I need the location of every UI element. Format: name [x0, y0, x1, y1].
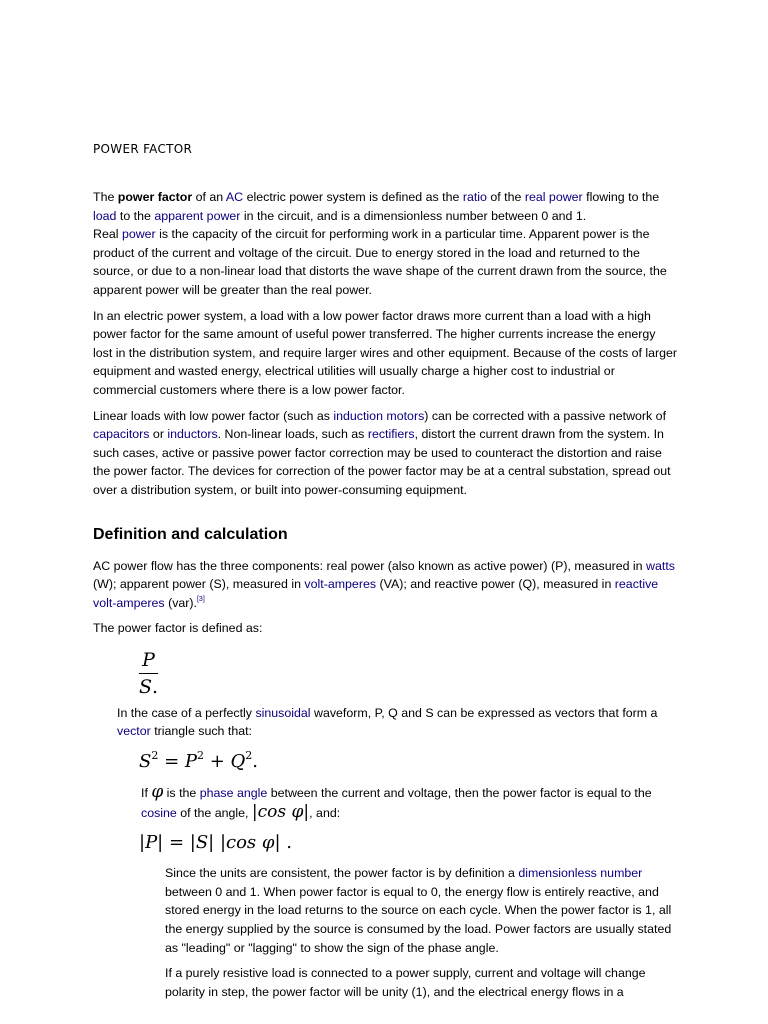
intro-paragraph-2: In an electric power system, a load with a low power factor draws more current than a load with a high power factor for the same amount of useful power transferred. The higher currents increase the energy lost in the distribution system, and require larger wires and other equipment. Because of the costs of larger equipment and wasted energy, electrical utilities will usually charge a higher cost to industrial or commercial customers where there is a low power factor. — [93, 308, 678, 397]
link-capacitors[interactable]: capacitors — [93, 427, 150, 442]
denominator-symbol: S — [139, 675, 153, 698]
text: in the circuit, and is a dimensionless number between 0 and 1. — [240, 208, 587, 223]
link-inductors[interactable]: inductors — [167, 427, 218, 442]
document-page — [93, 140, 678, 1008]
fraction-denominator — [139, 674, 158, 698]
link-phase-angle[interactable]: phase angle — [199, 786, 268, 801]
text: of the angle, — [176, 805, 252, 820]
link-vector[interactable]: vector — [117, 724, 151, 739]
eq-period: . — [252, 751, 259, 773]
link-power[interactable]: power — [121, 227, 156, 242]
section-paragraph-5 — [165, 864, 678, 957]
link-dimensionless-number[interactable]: dimensionless number — [518, 866, 643, 881]
link-ratio[interactable]: ratio — [462, 190, 487, 204]
bold-term: power factor — [117, 190, 193, 204]
text: triangle such that: — [150, 724, 252, 739]
power-factor-fraction — [139, 649, 158, 698]
link-load[interactable]: load — [93, 208, 117, 223]
eq-symbol-q: Q — [230, 751, 246, 773]
reference-link[interactable]: [3] — [196, 595, 205, 603]
link-volt-amperes[interactable]: volt-amperes — [304, 577, 377, 592]
text: AC power flow has the three components: real power (also known as active power) (P), measured in — [93, 558, 647, 573]
text: (W); apparent power (S), measured in — [93, 577, 305, 592]
section-paragraph-1 — [93, 557, 678, 613]
text: flowing to the — [582, 190, 660, 204]
link-real-power[interactable]: real power — [524, 190, 583, 204]
link-apparent-power[interactable]: apparent power — [154, 208, 241, 223]
eq-equals: = — [158, 751, 185, 773]
page-title: POWER FACTOR — [93, 142, 193, 156]
text: The — [93, 190, 118, 204]
text: of an — [192, 190, 226, 204]
text: Real — [93, 227, 122, 242]
section-paragraph-2: The power factor is defined as: — [93, 621, 263, 636]
text: is the capacity of the circuit for performing work in a particular time. Apparent power is the product of the current and voltage of the circuit. Due to energy stored in the load and returned to the source, or due to a non-linear load that distorts the wave shape of the current drawn from the source, the apparent power will be greater than the real power. — [93, 227, 667, 297]
text: or — [149, 427, 168, 442]
text: Since the units are consistent, the power factor is by definition a — [165, 866, 519, 881]
link-reactive-volt-amperes[interactable]: reactive volt-amperes — [93, 577, 659, 610]
text: Linear loads with low power factor (such as — [93, 408, 334, 423]
eq-symbol-s: S — [139, 751, 152, 773]
text: between the current and voltage, then the power factor is equal to the — [267, 786, 652, 801]
real-power-equation: |P| = |S| |cos φ| . — [139, 832, 292, 854]
eq-exponent: 2 — [151, 749, 159, 763]
intro-paragraph-3 — [93, 407, 678, 500]
intro-paragraph-1 — [93, 188, 678, 300]
link-induction-motors[interactable]: induction motors — [333, 408, 425, 423]
link-cosine[interactable]: cosine — [141, 805, 177, 820]
cos-phi-expression: |cos φ| — [251, 801, 310, 822]
link-ac[interactable]: AC — [225, 190, 244, 204]
link-sinusoidal[interactable]: sinusoidal — [255, 705, 311, 720]
text: , and: — [309, 805, 341, 820]
eq-exponent: 2 — [197, 749, 204, 763]
text: is the — [163, 786, 200, 801]
text: (var). — [164, 595, 197, 610]
text: between 0 and 1. When power factor is equal to 0, the energy flow is entirely reactive, and stored energy in the load returns to the source on each cycle. When the power factor is 1, all the energy supplied by the source is consumed by the load. Power factors are usually stated as "leading" or "lagging" to show the sign of the phase angle. — [165, 884, 672, 955]
section-paragraph-4 — [141, 783, 678, 822]
eq-symbol-p: P — [184, 751, 197, 773]
vector-triangle-equation — [139, 751, 678, 773]
section-heading: Definition and calculation — [93, 525, 288, 543]
eq-exponent: 2 — [245, 749, 253, 763]
section-paragraph-3 — [117, 704, 678, 741]
eq-plus: + — [204, 751, 231, 773]
text: of the — [486, 190, 525, 204]
text: . Non-linear loads, such as — [217, 427, 368, 442]
text: electric power system is defined as the — [243, 190, 463, 204]
fraction-numerator: P — [139, 649, 158, 674]
phi-symbol: φ — [151, 782, 164, 803]
section-paragraph-6: If a purely resistive load is connected to a power supply, current and voltage will change polarity in step, the power factor will be unity (1), and the electrical energy flows in a — [165, 966, 646, 999]
text: , distort the current drawn from the system. In such cases, active or passive power factor correction may be used to counteract the distortion and raise the power factor. The devices for correction of the power factor may be at a central substation, spread out over a distribution system, or built into power-consuming equipment. — [93, 427, 671, 497]
text: to the — [116, 208, 155, 223]
text: (VA); and reactive power (Q), measured in — [376, 577, 615, 592]
text: If — [141, 786, 152, 801]
period: . — [152, 675, 159, 698]
link-watts[interactable]: watts — [646, 558, 675, 573]
link-rectifiers[interactable]: rectifiers — [367, 427, 415, 442]
text: waveform, P, Q and S can be expressed as vectors that form a — [310, 705, 658, 720]
text: ) can be corrected with a passive network of — [424, 408, 667, 423]
text: In the case of a perfectly — [117, 705, 256, 720]
